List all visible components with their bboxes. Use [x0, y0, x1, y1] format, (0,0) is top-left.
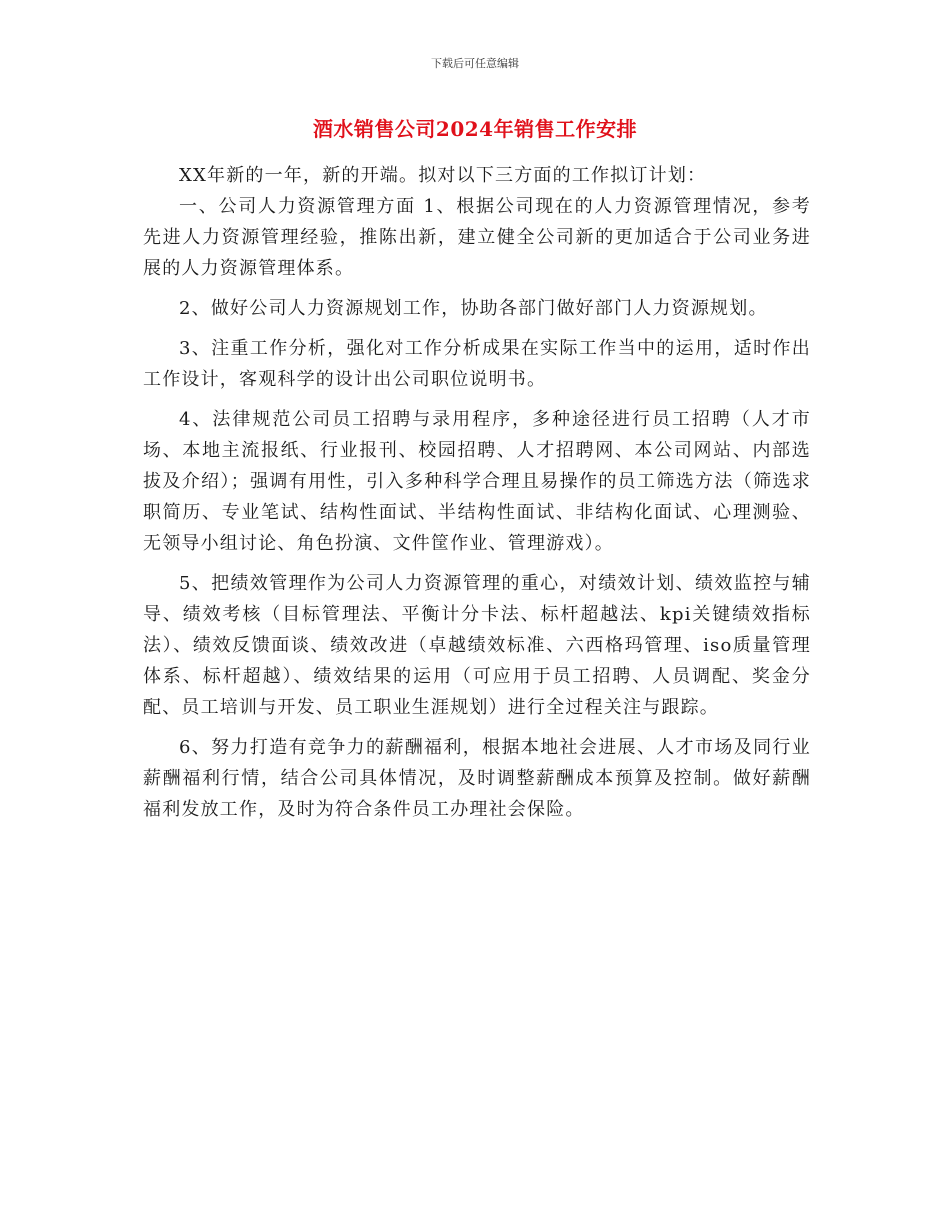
header-note: 下载后可任意编辑: [431, 57, 519, 70]
paragraph-1: 一、公司人力资源管理方面 1、根据公司现在的人力资源管理情况，参考先进人力资源管理经验，推陈出新，建立健全公司新的更加适合于公司业务进展的人力资源管理体系。: [143, 196, 811, 279]
document-title: 酒水销售公司2024年销售工作安排: [312, 117, 638, 141]
paragraph-2: 2、做好公司人力资源规划工作，协助各部门做好部门人力资源规划。: [179, 298, 768, 319]
paragraph-6: 6、努力打造有竞争力的薪酬福利，根据本地社会进展、人才市场及同行业薪酬福利行情，结合公司具体情况，及时调整薪酬成本预算及控制。做好薪酬福利发放工作，及时为符合条件员工办理社会保险。: [143, 737, 811, 820]
document-body: [143, 160, 811, 834]
paragraph-intro: XX年新的一年，新的开端。拟对以下三方面的工作拟订计划：: [179, 165, 707, 186]
paragraph-4: 4、法律规范公司员工招聘与录用程序，多种途径进行员工招聘（人才市场、本地主流报纸、行业报刊、校园招聘、人才招聘网、本公司网站、内部选拔及介绍）；强调有用性，引入多种科学合理且易操作的员工筛选方法（筛选求职简历、专业笔试、结构性面试、半结构性面试、非结构化面试、心理测验、无领导小组讨论、角色扮演、文件筐作业、管理游戏）。: [143, 409, 811, 554]
paragraph-3: 3、注重工作分析，强化对工作分析成果在实际工作当中的运用，适时作出工作设计，客观科学的设计出公司职位说明书。: [143, 338, 811, 390]
paragraph-5: 5、把绩效管理作为公司人力资源管理的重心，对绩效计划、绩效监控与辅导、绩效考核（目标管理法、平衡计分卡法、标杆超越法、kpi关键绩效指标法）、绩效反馈面谈、绩效改进（卓越绩效标准、六西格玛管理、iso质量管理体系、标杆超越）、绩效结果的运用（可应用于员工招聘、人员调配、奖金分配、员工培训与开发、员工职业生涯规划）进行全过程关注与跟踪。: [143, 573, 811, 718]
